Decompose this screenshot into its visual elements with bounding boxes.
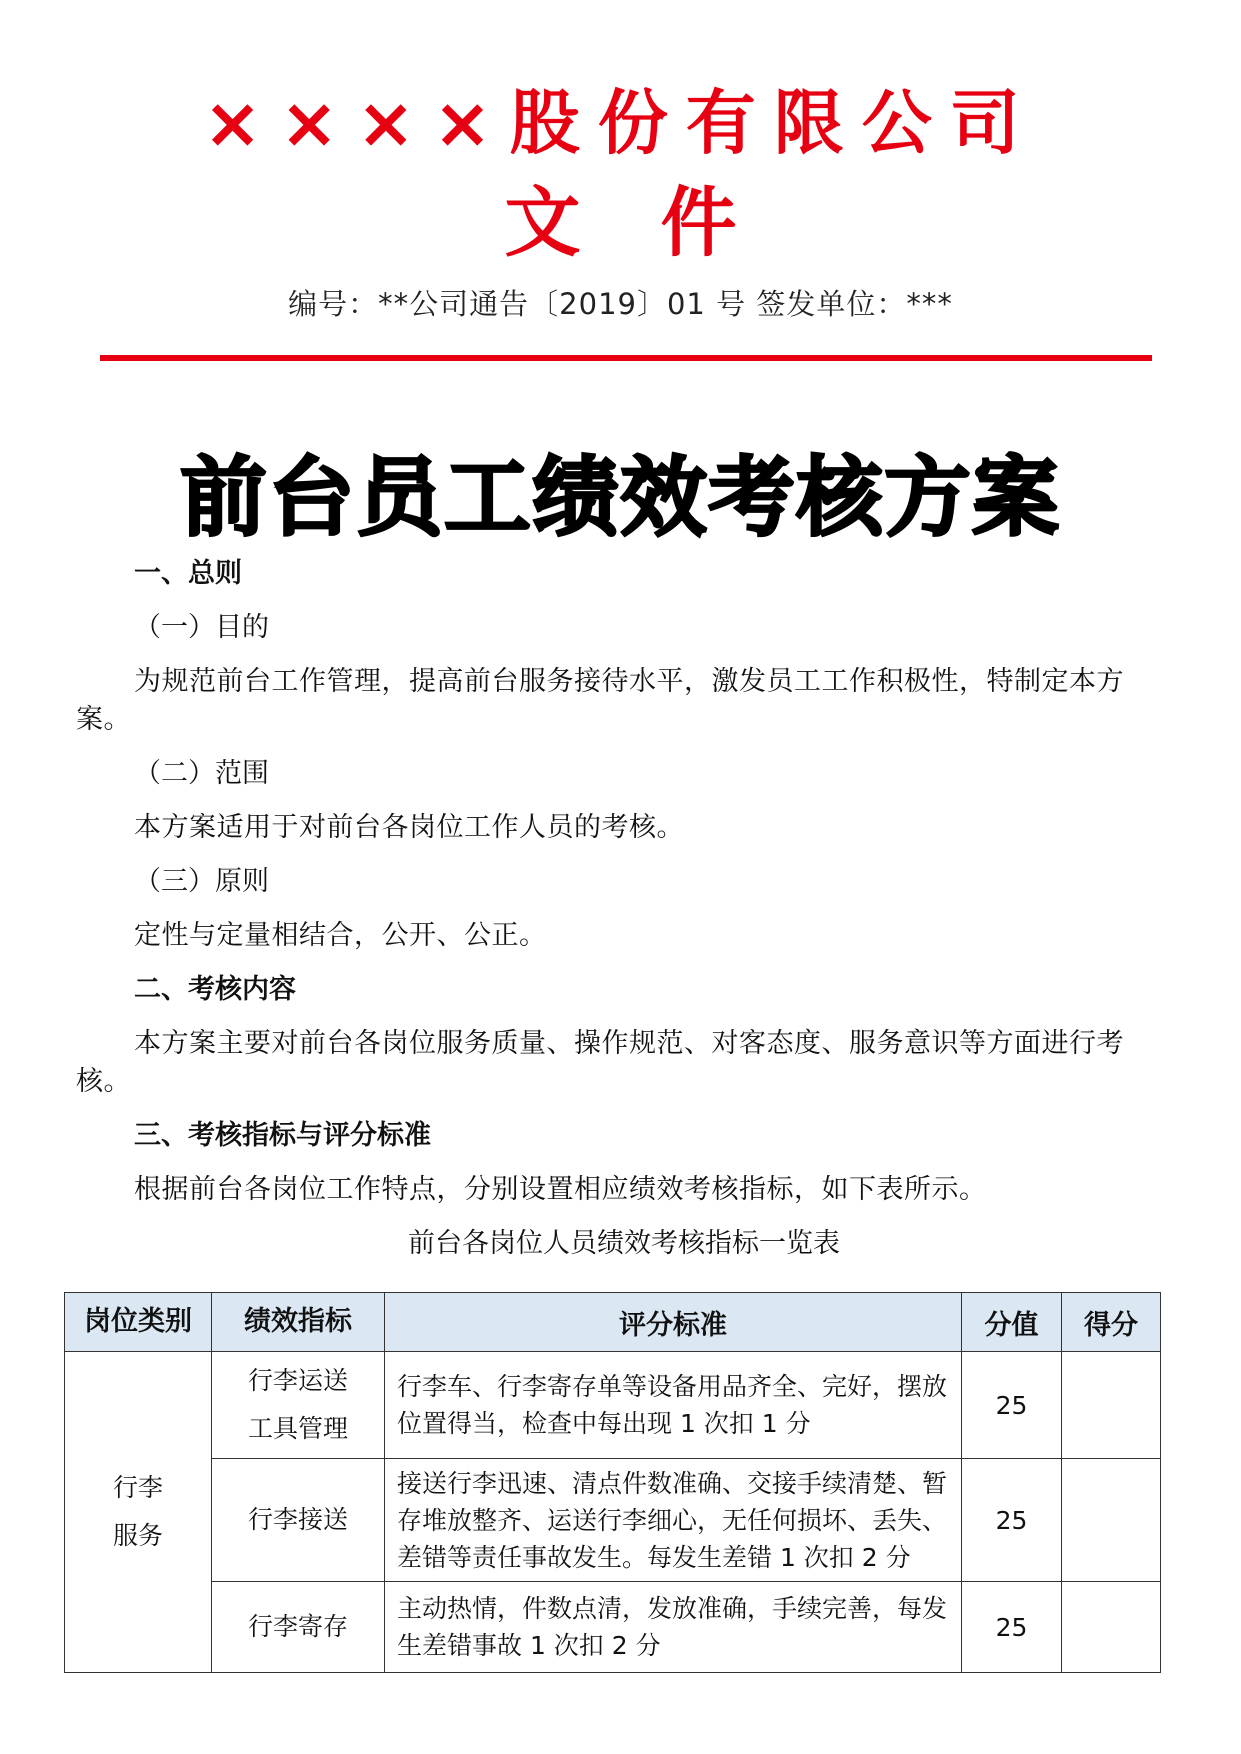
got-score-cell[interactable] (1062, 1352, 1161, 1459)
column-header: 评分标准 (385, 1293, 962, 1352)
score-cell: 25 (962, 1352, 1062, 1459)
assessment-table (64, 1292, 1161, 1673)
indicator-line: 行李接送 (247, 1505, 348, 1534)
indicator-cell (212, 1352, 385, 1459)
document-title: 前台员工绩效考核方案 (180, 448, 1061, 548)
indicator-line: 行李寄存 (247, 1612, 348, 1641)
indicator-cell (212, 1582, 385, 1673)
table-caption: 前台各岗位人员绩效考核指标一览表 (408, 1228, 840, 1259)
subsection-heading: （一）目的 (134, 612, 269, 643)
criteria-cell: 主动热情，件数点清，发放准确，手续完善，每发生差错事故 1 次扣 2 分 (385, 1582, 962, 1673)
paragraph: 为规范前台工作管理，提高前台服务接待水平，激发员工工作积极性，特制定本方案。 (76, 666, 1124, 735)
company-name: ××××股份有限公司 (203, 82, 1038, 164)
subsection-heading: （二）范围 (134, 758, 269, 789)
paragraph: 本方案适用于对前台各岗位工作人员的考核。 (134, 812, 684, 843)
category-cell (65, 1352, 212, 1673)
category-line: 行李 (112, 1473, 163, 1502)
section-heading: 二、考核内容 (134, 974, 296, 1005)
table-header-row (65, 1293, 1161, 1352)
column-header: 分值 (962, 1293, 1062, 1352)
table-row (65, 1582, 1161, 1673)
paragraph: 本方案主要对前台各岗位服务质量、操作规范、对客态度、服务意识等方面进行考核。 (76, 1028, 1124, 1097)
subsection-heading: （三）原则 (134, 866, 269, 897)
column-header: 岗位类别 (65, 1293, 212, 1352)
red-divider (100, 355, 1152, 361)
table-row (65, 1352, 1161, 1459)
column-header: 绩效指标 (212, 1293, 385, 1352)
document-type-char: 文 (504, 178, 581, 267)
score-cell: 25 (962, 1582, 1062, 1673)
section-heading: 一、总则 (134, 558, 242, 589)
section-heading: 三、考核指标与评分标准 (134, 1120, 431, 1151)
indicator-cell (212, 1459, 385, 1582)
column-header: 得分 (1062, 1293, 1161, 1352)
score-cell: 25 (962, 1459, 1062, 1582)
got-score-cell[interactable] (1062, 1459, 1161, 1582)
document-body (76, 555, 1172, 1279)
document-number: 编号：**公司通告〔2019〕01 号 签发单位：*** (288, 287, 953, 321)
indicator-line: 工具管理 (247, 1414, 348, 1443)
criteria-cell: 接送行李迅速、清点件数准确、交接手续清楚、暂存堆放整齐、运送行李细心，无任何损坏、丢失、差错等责任事故发生。每发生差错 1 次扣 2 分 (385, 1459, 962, 1582)
criteria-cell: 行李车、行李寄存单等设备用品齐全、完好，摆放位置得当，检查中每出现 1 次扣 1 分 (385, 1352, 962, 1459)
paragraph: 定性与定量相结合，公开、公正。 (134, 920, 547, 951)
got-score-cell[interactable] (1062, 1582, 1161, 1673)
category-line: 服务 (112, 1521, 163, 1550)
document-type (0, 178, 1241, 268)
table-row (65, 1459, 1161, 1582)
document-type-char: 件 (660, 178, 737, 267)
indicator-line: 行李运送 (247, 1366, 348, 1395)
paragraph: 根据前台各岗位工作特点，分别设置相应绩效考核指标，如下表所示。 (134, 1174, 987, 1205)
